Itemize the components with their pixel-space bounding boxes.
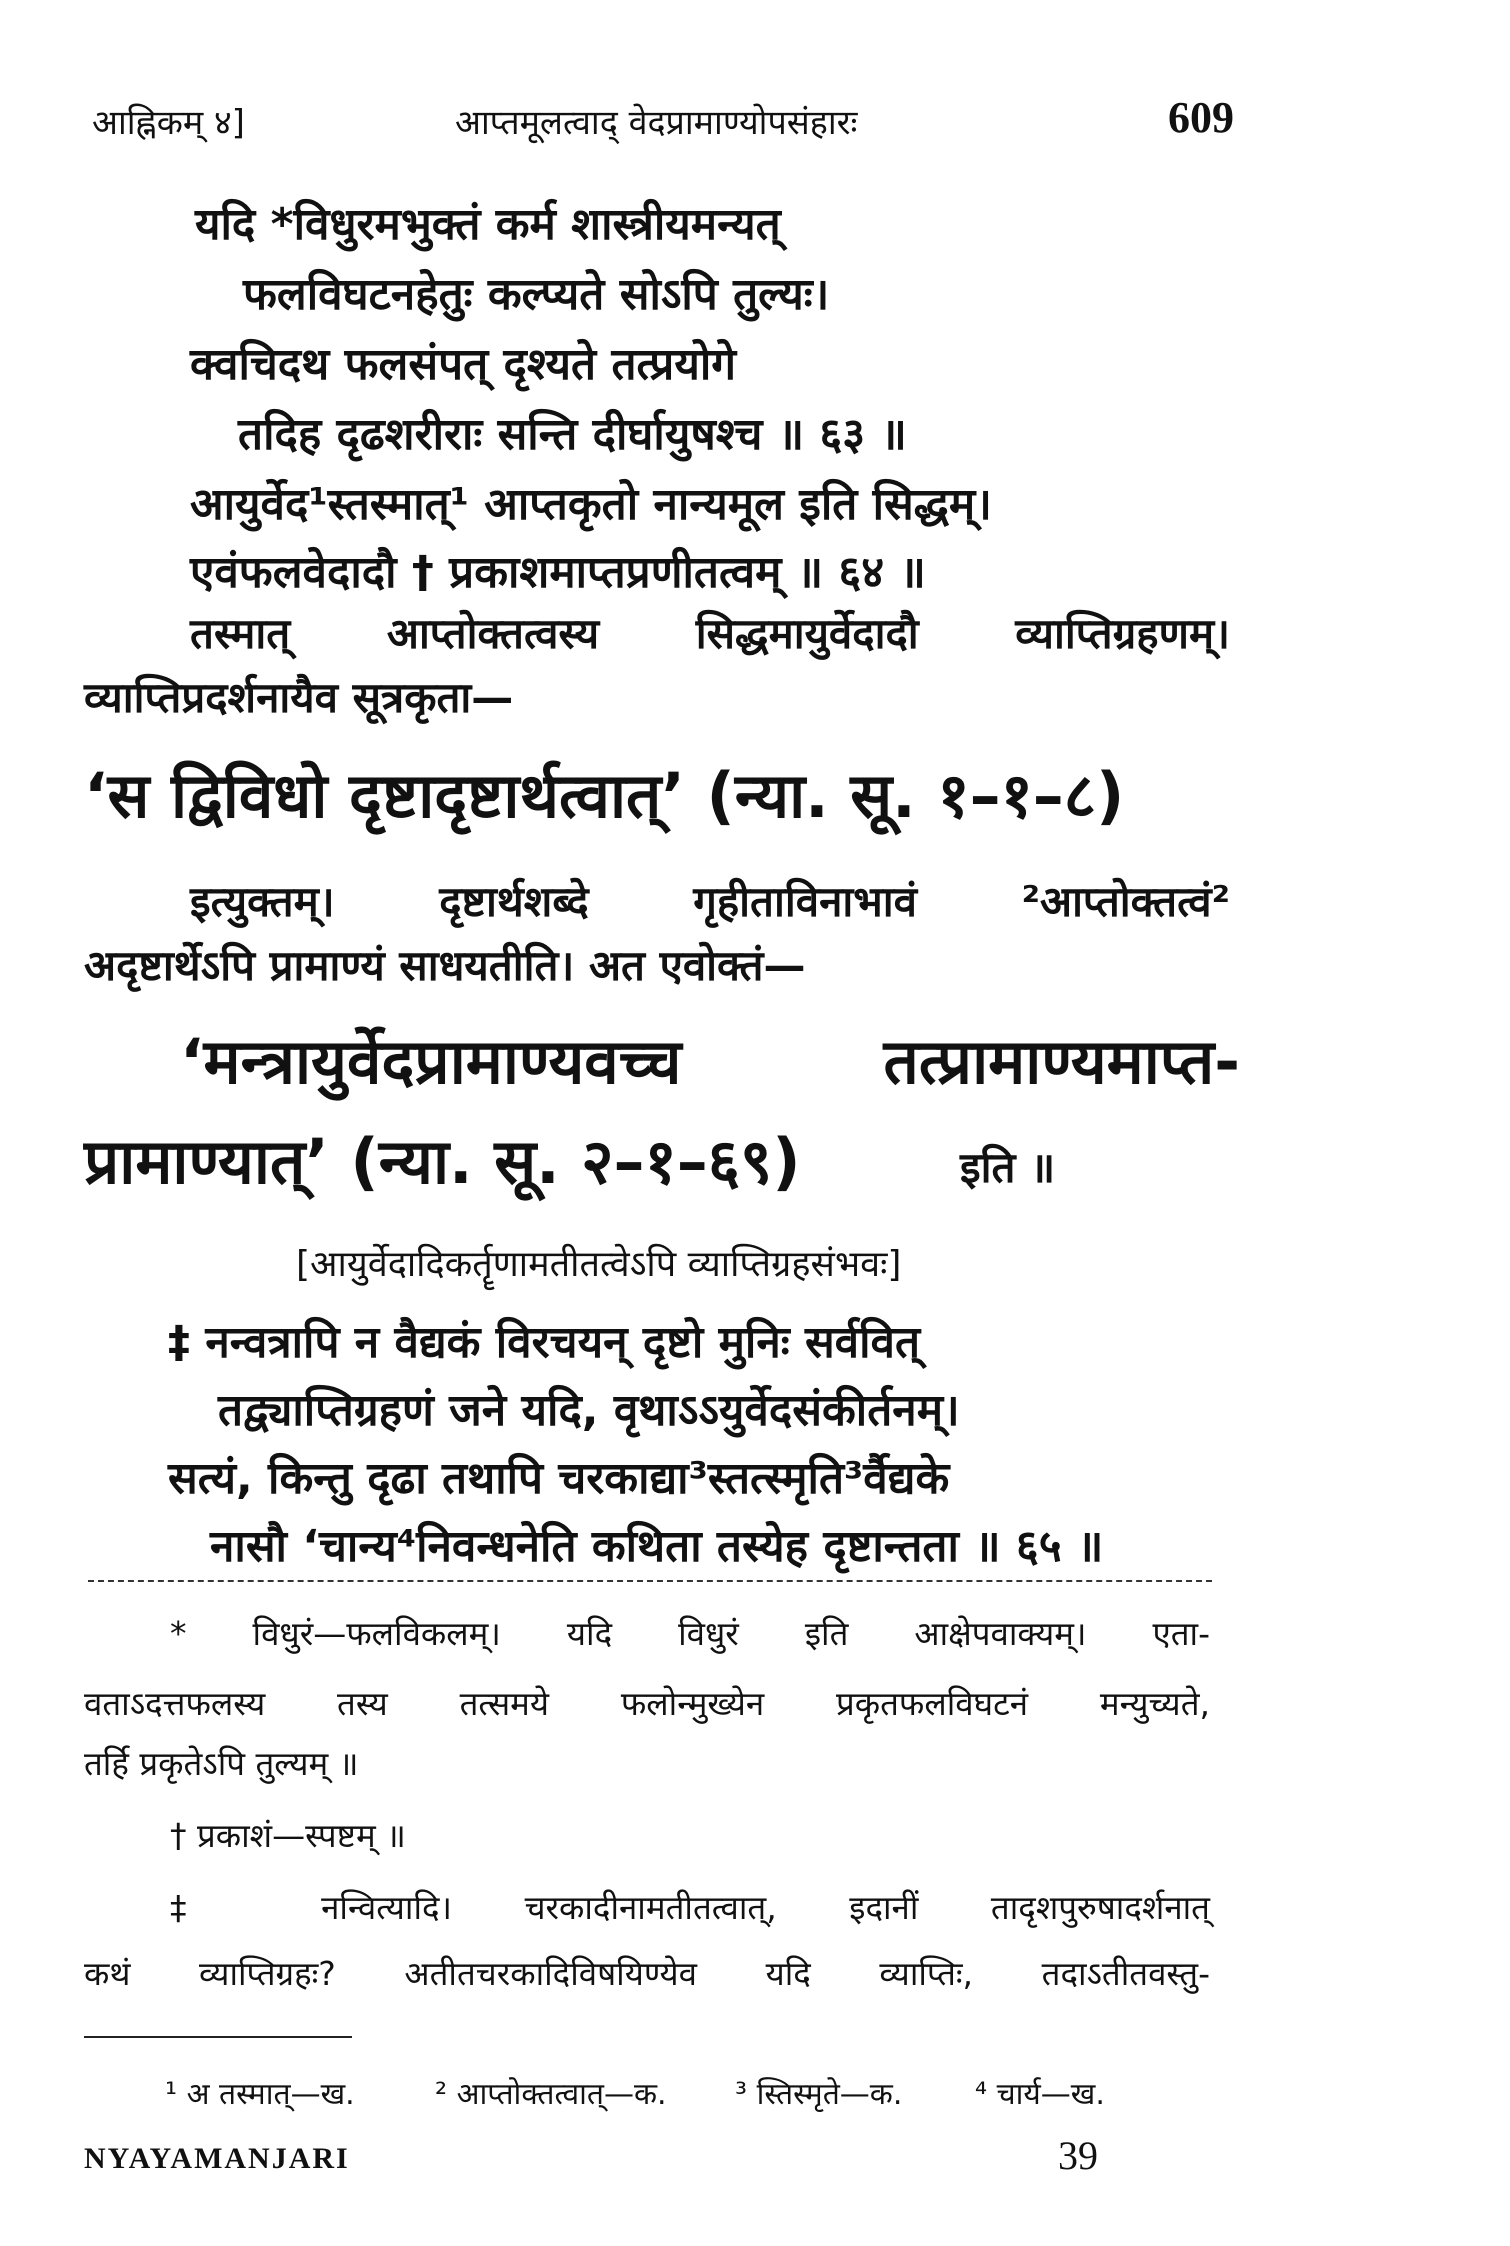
commentary-divider [88, 1580, 1212, 1582]
verse-63-line-1: यदि *विधुरमभुक्तं कर्म शास्त्रीयमन्यत् [195, 199, 781, 250]
prose-2-line-1: इत्युक्तम्। दृष्टार्थशब्दे गृहीताविनाभावं ²आप्तोक्तत्वं² [190, 877, 1230, 926]
note-nanv-line-2: कथं व्याप्तिग्रहः? अतीतचरकादिविषयिण्येव यदि व्याप्तिः, तदाऽतीतवस्तु- [84, 1954, 1210, 1993]
footnote-1: ¹ अ तस्मात्—ख. [165, 2077, 355, 2112]
sutra-quote-2-line-1: ‘मन्त्रायुर्वेदप्रामाण्यवच्च तत्प्रामाण्यमाप्त- [180, 1025, 1240, 1098]
note-vidhura-line-1: * विधुरं—फलविकलम्। यदि विधुरं इति आक्षेपवाक्यम्। एता- [170, 1614, 1210, 1653]
verse-65-line-3: सत्यं, किन्तु दृढा तथापि चरकाद्या³स्तत्स्मृति³र्वैद्यके [168, 1453, 950, 1504]
sutra-quote-2-line-2: प्रामाण्यात्’ (न्या. सू. २–१–६९) [84, 1125, 801, 1198]
running-head-center: आप्तमूलत्वाद् वेदप्रामाण्योपसंहारः [455, 103, 858, 143]
verse-63-line-3: क्वचिदथ फलसंपत् दृश्यते तत्प्रयोगे [190, 339, 737, 390]
verse-65-line-1: ‡ नन्वत्रापि न वैद्यकं विरचयन् दृष्टो मुनिः सर्ववित् [168, 1317, 921, 1368]
section-subheading: [आयुर्वेदादिकर्तॄणामतीतत्वेऽपि व्याप्तिग्रहसंभवः] [296, 1244, 902, 1285]
note-prakasha: † प्रकाशं—स्पष्टम् ॥ [170, 1816, 406, 1855]
footnote-4: ⁴ चार्य—ख. [975, 2077, 1105, 2112]
footer-title: NYAYAMANJARI [84, 2142, 350, 2175]
verse-63-line-2: फलविघटनहेतुः कल्प्यते सोऽपि तुल्यः। [243, 269, 830, 320]
prose-1-line-2: व्याप्तिप्रदर्शनायैव सूत्रकृता— [84, 673, 514, 722]
footer-signature: 39 [1058, 2133, 1098, 2178]
sutra-quote-1: ‘स द्विविधो दृष्टादृष्टार्थत्वात्’ (न्या. सू. १–१–८) [84, 759, 1125, 832]
page-number: 609 [1168, 93, 1234, 142]
footnote-rule [84, 2036, 352, 2038]
footnote-2: ² आप्तोक्तत्वात्—क. [435, 2077, 667, 2112]
running-head-left: आह्निकम् ४] [92, 103, 245, 143]
sutra-quote-2-iti: इति ॥ [960, 1143, 1056, 1192]
verse-64-line-1: आयुर्वेद¹स्तस्मात्¹ आप्तकृतो नान्यमूल इति सिद्धम्। [190, 479, 992, 530]
verse-65-line-2: तद्व्याप्तिग्रहणं जने यदि, वृथाऽऽयुर्वेदसंकीर्तनम्। [218, 1385, 960, 1436]
footnote-3: ³ स्तिस्मृते—क. [735, 2077, 903, 2112]
verse-63-line-4: तदिह दृढशरीराः सन्ति दीर्घायुषश्च ॥ ६३ ॥ [238, 409, 907, 460]
note-nanv-line-1: ‡ नन्वित्यादि। चरकादीनामतीतत्वात्, इदानीं तादृशपुरुषादर्शनात् [170, 1888, 1210, 1927]
verse-65-line-4: नासौ ‘चान्य⁴निवन्धनेति कथिता तस्येह दृष्टान्तता ॥ ६५ ॥ [210, 1521, 1104, 1572]
verse-64-line-2: एवंफलवेदादौ † प्रकाशमाप्तप्रणीतत्वम् ॥ ६४ ॥ [190, 547, 926, 598]
note-vidhura-line-2: वताऽदत्तफलस्य तस्य तत्समये फलोन्मुख्येन प्रकृतफलविघटनं मन्युच्यते, [84, 1684, 1210, 1723]
prose-2-line-2: अदृष्टार्थेऽपि प्रामाण्यं साधयतीति। अत एवोक्तं— [84, 941, 806, 990]
prose-1-line-1: तस्मात् आप्तोक्तत्वस्य सिद्धमायुर्वेदादौ व्याप्तिग्रहणम्। [190, 609, 1230, 658]
note-vidhura-line-3: तर्हि प्रकृतेऽपि तुल्यम् ॥ [84, 1744, 359, 1783]
